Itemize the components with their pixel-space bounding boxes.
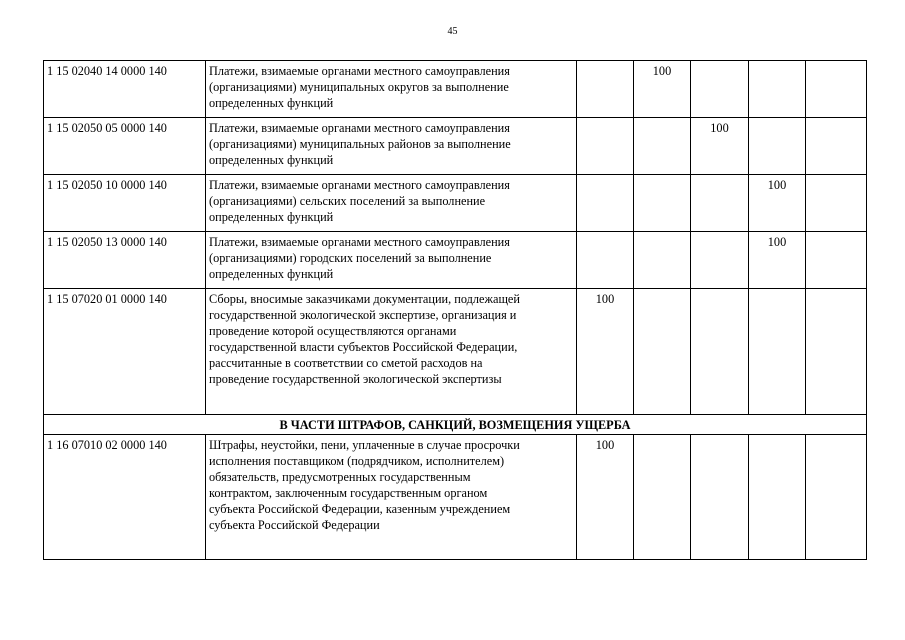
percentage-cell: 100	[749, 175, 806, 232]
description-line: исполнения поставщиком (подрядчиком, исполнителем)	[209, 454, 505, 468]
description-line: государственной власти субъектов Российской Федерации,	[209, 340, 518, 354]
budget-code-cell: 1 15 02050 10 0000 140	[44, 175, 206, 232]
page-number: 45	[447, 26, 458, 37]
percentage-cell	[691, 61, 749, 118]
table-row	[44, 289, 867, 415]
description-line: Сборы, вносимые заказчиками документации, подлежащей	[209, 292, 520, 306]
description-cell	[206, 435, 577, 560]
description-line: контрактом, заключенным государственным органом	[209, 486, 488, 500]
table-row	[44, 61, 867, 118]
description-line: государственной экологической экспертизе, организация и	[209, 308, 517, 322]
description-line: Платежи, взимаемые органами местного самоуправления	[209, 121, 510, 135]
budget-code-cell: 1 16 07010 02 0000 140	[44, 435, 206, 560]
percentage-cell	[577, 61, 634, 118]
percentage-cell	[577, 118, 634, 175]
table-row	[44, 232, 867, 289]
section-header-row	[44, 415, 867, 435]
description-line: проведение государственной экологической экспертизы	[209, 372, 502, 386]
percentage-cell	[577, 175, 634, 232]
percentage-cell	[806, 61, 867, 118]
percentage-cell	[634, 232, 691, 289]
budget-code-cell: 1 15 02050 05 0000 140	[44, 118, 206, 175]
percentage-cell	[749, 61, 806, 118]
table-row	[44, 175, 867, 232]
description-line: определенных функций	[209, 96, 334, 110]
percentage-cell	[749, 118, 806, 175]
budget-classification-table	[43, 60, 867, 560]
table-row	[44, 435, 867, 560]
percentage-cell	[806, 118, 867, 175]
percentage-cell	[634, 118, 691, 175]
percentage-cell	[749, 289, 806, 415]
percentage-cell	[577, 232, 634, 289]
description-cell	[206, 289, 577, 415]
description-line: определенных функций	[209, 153, 334, 167]
percentage-cell	[749, 435, 806, 560]
percentage-cell: 100	[577, 435, 634, 560]
percentage-cell	[634, 175, 691, 232]
description-line: (организациями) муниципальных округов за выполнение	[209, 80, 509, 94]
description-line: Платежи, взимаемые органами местного самоуправления	[209, 178, 510, 192]
description-line: проведение которой осуществляются органами	[209, 324, 457, 338]
description-cell	[206, 61, 577, 118]
description-line: субъекта Российской Федерации, казенным учреждением	[209, 502, 511, 516]
description-line: (организациями) муниципальных районов за выполнение	[209, 137, 511, 151]
percentage-cell	[806, 232, 867, 289]
description-line: Платежи, взимаемые органами местного самоуправления	[209, 235, 510, 249]
description-line: рассчитанные в соответствии со сметой расходов на	[209, 356, 483, 370]
percentage-cell: 100	[691, 118, 749, 175]
description-cell	[206, 175, 577, 232]
percentage-cell: 100	[634, 61, 691, 118]
description-cell	[206, 232, 577, 289]
budget-code-cell: 1 15 02040 14 0000 140	[44, 61, 206, 118]
budget-code-cell: 1 15 07020 01 0000 140	[44, 289, 206, 415]
percentage-cell: 100	[577, 289, 634, 415]
percentage-cell	[691, 175, 749, 232]
description-line: субъекта Российской Федерации	[209, 518, 380, 532]
percentage-cell	[634, 289, 691, 415]
description-line: Штрафы, неустойки, пени, уплаченные в случае просрочки	[209, 438, 520, 452]
section-header: В ЧАСТИ ШТРАФОВ, САНКЦИЙ, ВОЗМЕЩЕНИЯ УЩЕРБА	[44, 415, 867, 435]
percentage-cell	[806, 175, 867, 232]
percentage-cell: 100	[749, 232, 806, 289]
table-row	[44, 118, 867, 175]
percentage-cell	[806, 289, 867, 415]
percentage-cell	[806, 435, 867, 560]
description-line: обязательств, предусмотренных государственным	[209, 470, 471, 484]
budget-code-cell: 1 15 02050 13 0000 140	[44, 232, 206, 289]
percentage-cell	[691, 435, 749, 560]
percentage-cell	[691, 232, 749, 289]
description-line: определенных функций	[209, 267, 334, 281]
description-line: определенных функций	[209, 210, 334, 224]
description-line: (организациями) сельских поселений за выполнение	[209, 194, 486, 208]
description-line: (организациями) городских поселений за выполнение	[209, 251, 492, 265]
percentage-cell	[691, 289, 749, 415]
description-cell	[206, 118, 577, 175]
description-line: Платежи, взимаемые органами местного самоуправления	[209, 64, 510, 78]
percentage-cell	[634, 435, 691, 560]
